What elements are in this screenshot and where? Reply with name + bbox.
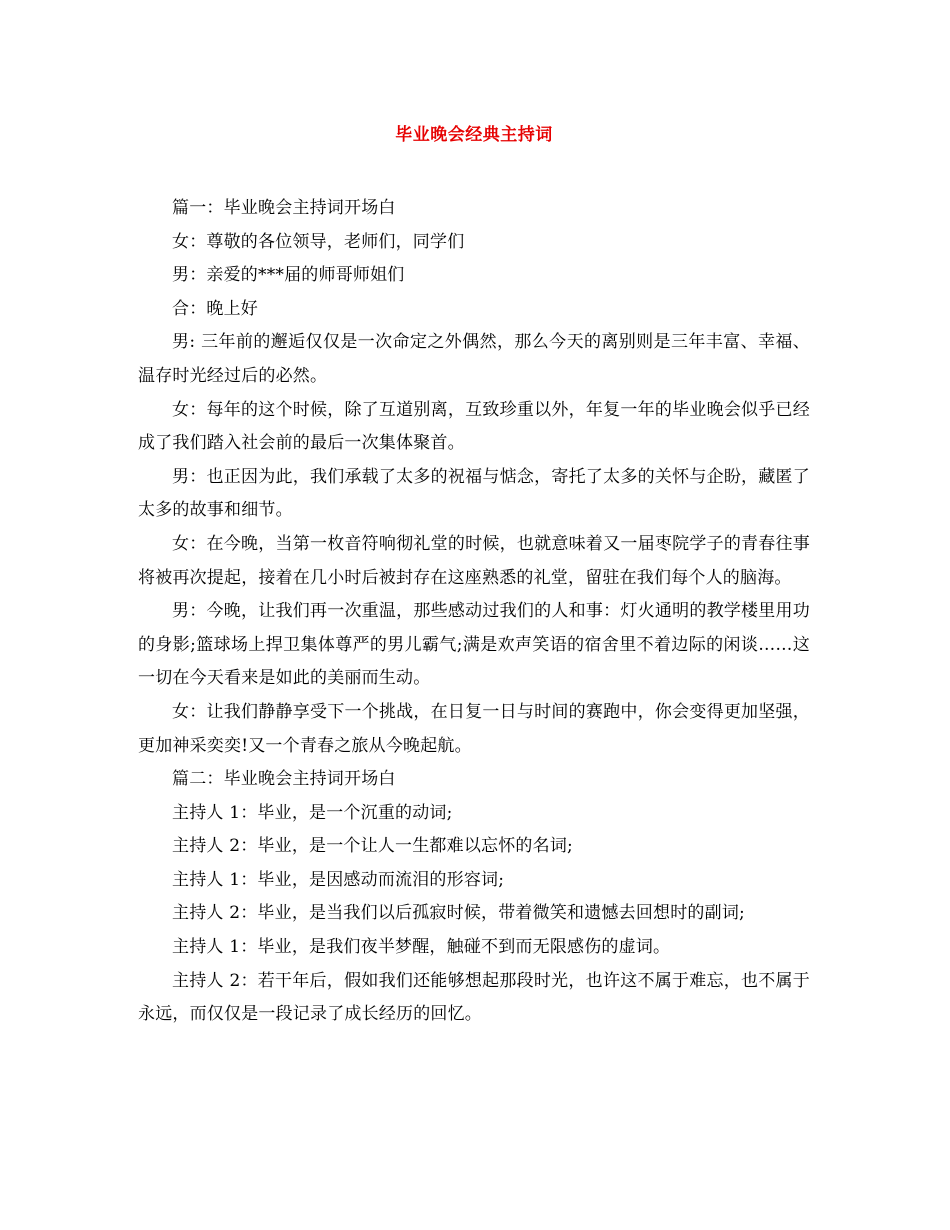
paragraph: 女：尊敬的各位领导，老师们，同学们 bbox=[172, 231, 465, 252]
paragraph: 主持人 2：毕业，是一个让人一生都难以忘怀的名词; bbox=[172, 836, 573, 857]
paragraph: 主持人 1：毕业，是一个沉重的动词; bbox=[172, 802, 453, 823]
paragraph: 主持人 1：毕业，是因感动而流泪的形容词; bbox=[172, 869, 505, 890]
paragraph: 女：每年的这个时候，除了互道别离，互致珍重以外，年复一年的毕业晚会似乎已经成了我们踏入社会前的最后一次集体聚首。 bbox=[138, 399, 810, 454]
paragraph: 主持人 2：毕业，是当我们以后孤寂时候，带着微笑和遗憾去回想时的副词; bbox=[172, 903, 745, 924]
paragraph: 合：晚上好 bbox=[172, 298, 258, 319]
paragraph: 男：也正因为此，我们承载了太多的祝福与惦念，寄托了太多的关怀与企盼，藏匿了太多的故事和细节。 bbox=[138, 466, 810, 521]
document-title: 毕业晚会经典主持词 bbox=[395, 125, 553, 145]
paragraph: 男：今晚，让我们再一次重温，那些感动过我们的人和事：灯火通明的教学楼里用功的身影;篮球场上捍卫集体尊严的男儿霸气;满是欢声笑语的宿舍里不着边际的闲谈……这一切在今天看来是如此的美丽而生动。 bbox=[138, 601, 810, 689]
paragraph: 女：让我们静静享受下一个挑战，在日复一日与时间的赛跑中，你会变得更加坚强，更加神采奕奕!又一个青春之旅从今晚起航。 bbox=[138, 701, 810, 756]
paragraph: 主持人 1：毕业，是我们夜半梦醒，触碰不到而无限感伤的虚词。 bbox=[172, 937, 671, 958]
paragraph: 篇一：毕业晚会主持词开场白 bbox=[172, 198, 396, 218]
paragraph: 男: 三年前的邂逅仅仅是一次命定之外偶然，那么今天的离别则是三年丰富、幸福、温存时光经过后的必然。 bbox=[138, 332, 810, 386]
paragraph: 男：亲爱的***届的师哥师姐们 bbox=[172, 265, 405, 286]
paragraph: 篇二：毕业晚会主持词开场白 bbox=[172, 769, 396, 790]
paragraph: 主持人 2：若干年后，假如我们还能够想起那段时光，也许这不属于难忘，也不属于永远，而仅仅是一段记录了成长经历的回忆。 bbox=[138, 970, 810, 1025]
document-body bbox=[138, 118, 810, 1032]
paragraph: 女：在今晚，当第一枚音符响彻礼堂的时候，也就意味着又一届枣院学子的青春往事将被再次提起，接着在几小时后被封存在这座熟悉的礼堂，留驻在我们每个人的脑海。 bbox=[138, 533, 810, 588]
paragraph-list bbox=[138, 192, 810, 1032]
